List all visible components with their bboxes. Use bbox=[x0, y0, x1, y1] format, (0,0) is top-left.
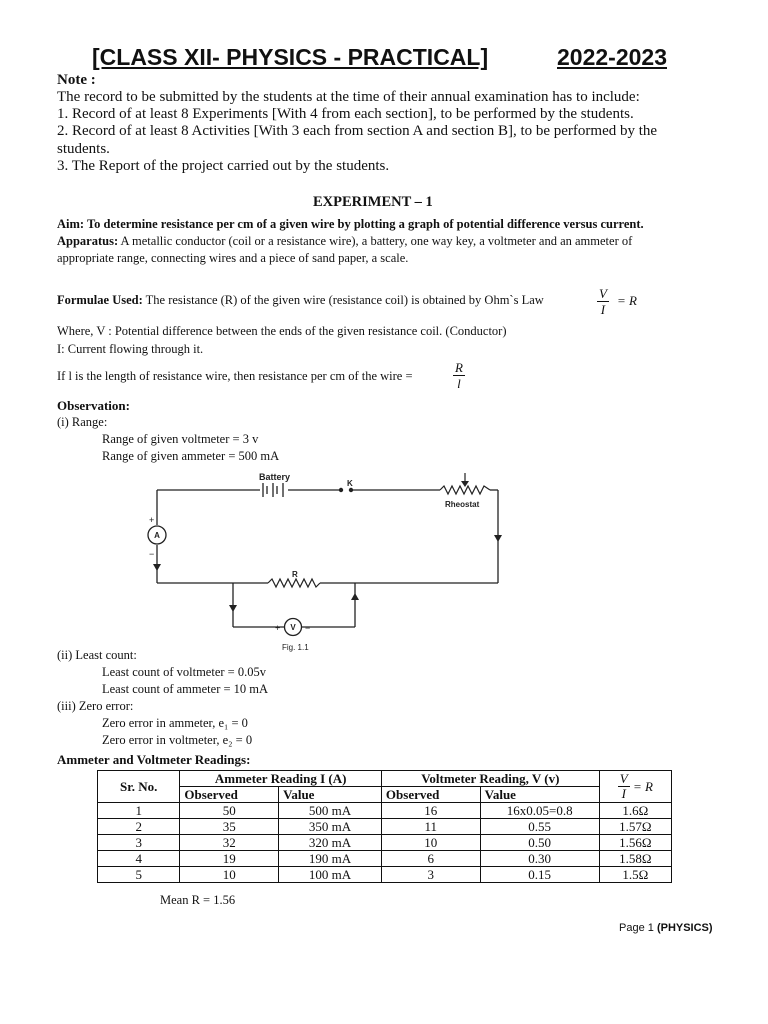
ammeter-label: A bbox=[154, 531, 160, 540]
cell-v-val: 0.15 bbox=[480, 867, 599, 883]
cell-r: 1.58Ω bbox=[599, 851, 671, 867]
key-label: K bbox=[347, 479, 353, 488]
header-ammeter-value: Value bbox=[279, 787, 382, 803]
header-ammeter: Ammeter Reading I (A) bbox=[180, 771, 382, 787]
note-item-1: 1. Record of at least 8 Experiments [With 4 from each section], to be performed by the students. bbox=[57, 106, 634, 122]
formula-current: I: Current flowing through it. bbox=[57, 342, 204, 356]
experiment-aim: Aim: To determine resistance per cm of a given wire by plotting a graph of potential difference versus current. bbox=[57, 217, 644, 231]
table-title: Ammeter and Voltmeter Readings: bbox=[57, 752, 251, 767]
ammeter-plus-sign: + bbox=[149, 515, 155, 525]
note-item-2: 2. Record of at least 8 Activities [With 3 each from section A and section B], to be performed by the bbox=[57, 123, 658, 139]
table-header-row bbox=[98, 771, 672, 787]
note-intro: The record to be submitted by the students at the time of their annual examination has to include: bbox=[57, 89, 640, 105]
cell-a-obs: 50 bbox=[180, 803, 279, 819]
rheostat-symbol bbox=[440, 486, 490, 494]
cell-sr: 5 bbox=[98, 867, 180, 883]
cell-v-obs: 16 bbox=[381, 803, 480, 819]
cell-sr: 2 bbox=[98, 819, 180, 835]
formula-per-cm: If l is the length of resistance wire, then resistance per cm of the wire = bbox=[57, 369, 413, 383]
formula-where: Where, V : Potential difference between the ends of the given resistance coil. (Conductor) bbox=[57, 324, 507, 338]
cell-v-val: 0.30 bbox=[480, 851, 599, 867]
key-symbol bbox=[339, 488, 353, 492]
page-title: [CLASS XII- PHYSICS - PRACTICAL] bbox=[92, 44, 489, 70]
per-cm-fraction bbox=[453, 360, 465, 391]
per-cm-denominator: l bbox=[457, 376, 461, 391]
cell-r: 1.6Ω bbox=[599, 803, 671, 819]
apparatus-label: Apparatus: bbox=[57, 234, 119, 248]
page-footer bbox=[619, 922, 713, 934]
ohms-law-denominator: I bbox=[600, 302, 606, 317]
academic-year: 2022-2023 bbox=[557, 44, 667, 70]
least-count-label: (ii) Least count: bbox=[57, 648, 137, 662]
note-label: Note : bbox=[57, 72, 96, 88]
readings-table bbox=[97, 770, 672, 883]
range-label: (i) Range: bbox=[57, 415, 108, 429]
header-voltmeter-observed: Observed bbox=[381, 787, 480, 803]
least-count-ammeter: Least count of ammeter = 10 mA bbox=[102, 682, 269, 696]
cell-a-obs: 35 bbox=[180, 819, 279, 835]
apparatus-text-cont: appropriate range, connecting wires and a piece of sand paper, a scale. bbox=[57, 251, 409, 265]
header-ratio-numerator: V bbox=[619, 771, 628, 786]
cell-a-obs: 10 bbox=[180, 867, 279, 883]
battery-symbol bbox=[263, 483, 283, 497]
page-number: Page 1 bbox=[619, 922, 654, 934]
header-sr-no: Sr. No. bbox=[98, 771, 180, 803]
cell-r: 1.57Ω bbox=[599, 819, 671, 835]
cell-a-val: 500 mA bbox=[279, 803, 382, 819]
cell-a-obs: 19 bbox=[180, 851, 279, 867]
ohms-law-fraction bbox=[597, 286, 609, 317]
cell-v-val: 16x0.05=0.8 bbox=[480, 803, 599, 819]
least-count-voltmeter: Least count of voltmeter = 0.05v bbox=[102, 665, 266, 679]
cell-v-val: 0.50 bbox=[480, 835, 599, 851]
voltmeter-minus-sign: − bbox=[305, 623, 311, 633]
table-row bbox=[98, 867, 672, 883]
ohms-law-numerator: V bbox=[599, 286, 607, 301]
zero-error-label: (iii) Zero error: bbox=[57, 699, 134, 713]
zero-error-ammeter: Zero error in ammeter, e₁ = 0 bbox=[102, 716, 248, 730]
cell-a-obs: 32 bbox=[180, 835, 279, 851]
cell-sr: 4 bbox=[98, 851, 180, 867]
apparatus-text: A metallic conductor (coil or a resistance wire), a battery, one way key, a voltmeter and an ammeter of bbox=[118, 234, 633, 248]
cell-a-val: 320 mA bbox=[279, 835, 382, 851]
figure-caption: Fig. 1.1 bbox=[282, 643, 309, 652]
note-item-2-cont: students. bbox=[57, 141, 110, 157]
cell-a-val: 190 mA bbox=[279, 851, 382, 867]
cell-sr: 1 bbox=[98, 803, 180, 819]
cell-v-obs: 11 bbox=[381, 819, 480, 835]
cell-v-obs: 6 bbox=[381, 851, 480, 867]
formula-line bbox=[57, 293, 544, 308]
cell-r: 1.56Ω bbox=[599, 835, 671, 851]
cell-r: 1.5Ω bbox=[599, 867, 671, 883]
header-voltmeter-value: Value bbox=[480, 787, 599, 803]
header-ammeter-observed: Observed bbox=[180, 787, 279, 803]
table-row bbox=[98, 851, 672, 867]
cell-v-obs: 10 bbox=[381, 835, 480, 851]
formula-text: The resistance (R) of the given wire (resistance coil) is obtained by Ohm`s Law bbox=[142, 293, 544, 307]
cell-v-val: 0.55 bbox=[480, 819, 599, 835]
resistor-symbol bbox=[268, 579, 320, 587]
cell-sr: 3 bbox=[98, 835, 180, 851]
header-ratio-denominator: I bbox=[621, 786, 626, 801]
note-item-3: 3. The Report of the project carried out by the students. bbox=[57, 158, 390, 174]
header-voltmeter: Voltmeter Reading, V (v) bbox=[381, 771, 599, 787]
header-ratio-rhs: = R bbox=[632, 779, 653, 794]
observation-label: Observation: bbox=[57, 398, 130, 413]
zero-error-voltmeter: Zero error in voltmeter, e₂ = 0 bbox=[102, 733, 253, 747]
table-row bbox=[98, 835, 672, 851]
ohms-law-rhs: = R bbox=[617, 293, 637, 308]
resistor-label: R bbox=[292, 570, 298, 579]
ammeter-range: Range of given ammeter = 500 mA bbox=[102, 449, 280, 463]
mean-resistance: Mean R = 1.56 bbox=[160, 893, 236, 907]
voltmeter-plus-sign: + bbox=[275, 623, 281, 633]
voltmeter-label: V bbox=[290, 623, 296, 632]
header-ratio bbox=[599, 771, 671, 803]
cell-a-val: 350 mA bbox=[279, 819, 382, 835]
table-subheader-row bbox=[98, 787, 672, 803]
cell-a-val: 100 mA bbox=[279, 867, 382, 883]
page-subject: (PHYSICS) bbox=[656, 922, 713, 934]
ammeter-minus-sign: − bbox=[149, 549, 155, 559]
voltmeter-range: Range of given voltmeter = 3 v bbox=[102, 432, 259, 446]
battery-label: Battery bbox=[259, 472, 291, 482]
experiment-title: EXPERIMENT – 1 bbox=[313, 194, 433, 210]
cell-v-obs: 3 bbox=[381, 867, 480, 883]
per-cm-numerator: R bbox=[455, 360, 463, 375]
circuit-diagram bbox=[145, 465, 525, 655]
table-row bbox=[98, 803, 672, 819]
table-row bbox=[98, 819, 672, 835]
rheostat-label: Rheostat bbox=[445, 500, 480, 509]
experiment-apparatus bbox=[57, 234, 632, 249]
formula-label: Formulae Used: bbox=[57, 293, 143, 307]
